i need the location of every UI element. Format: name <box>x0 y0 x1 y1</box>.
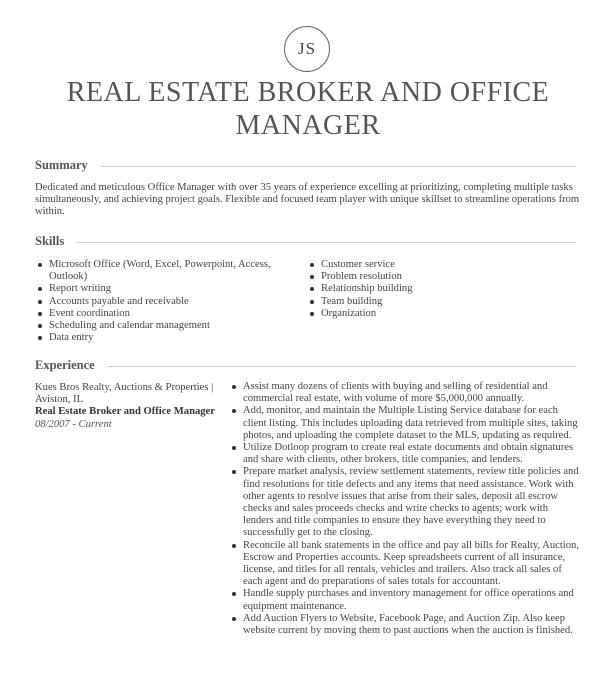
list-item: Team building <box>307 296 567 308</box>
page-title: REAL ESTATE BROKER AND OFFICE MANAGER <box>66 77 550 141</box>
list-item: Reconcile all bank statements in the office and pay all bills for Realty, Auction, Escrow and Properties accounts. Keep spreadsheets current of all insurance, license, and titles for all rentals, vehicles and trailers. Also track all sales of each agent and do preparations of sales totals for accountant. <box>229 540 581 589</box>
list-item: Handle supply purchases and inventory management for office operations and equipment maintenance. <box>229 588 581 612</box>
skills-heading: Skills <box>35 234 65 248</box>
experience-divider <box>107 366 576 367</box>
list-item: Report writing <box>35 283 300 295</box>
skills-list-right <box>307 259 567 320</box>
experience-section-header <box>35 358 576 373</box>
list-item: Prepare market analysis, review settlement statements, review title policies and find resolutions for title defects and any items that need assistance. Work with other agents to resolve issues that arise from their sales, deposit all escrow checks and sales proceeds checks and write checks to agents; work with lenders and title companies to ensure they have everything they need to successfully get to the closing. <box>229 466 581 539</box>
job-meta <box>35 382 225 431</box>
job-duties-list <box>229 381 581 637</box>
summary-heading: Summary <box>35 158 88 172</box>
list-item: Microsoft Office (Word, Excel, Powerpoint, Access, Outlook) <box>35 259 300 283</box>
list-item: Data entry <box>35 332 300 344</box>
list-item: Add Auction Flyers to Website, Facebook Page, and Auction Zip. Also keep website current by moving them to past auctions when the auction is finished. <box>229 613 581 637</box>
list-item: Utilize Dotloop program to create real estate documents and obtain signatures and share with clients, other brokers, title companies, and lenders. <box>229 442 581 466</box>
list-item: Customer service <box>307 259 567 271</box>
list-item: Add, monitor, and maintain the Multiple Listing Service database for each client listing. This includes uploading data retrieved from multiple sites, taking photos, and uploading the complete dataset to the MLS, updating as required. <box>229 405 581 442</box>
job-dates: 08/2007 - Current <box>35 418 112 430</box>
list-item: Assist many dozens of clients with buying and selling of residential and commercial real estate, with volume of more $5,000,000 annually. <box>229 381 581 405</box>
summary-text: Dedicated and meticulous Office Manager with over 35 years of experience excelling at prioritizing, completing multiple tasks simultaneously, and achieving project goals. Flexible and focused team player with unique skillset to streamline operations from within. <box>35 182 580 218</box>
skills-section-header <box>35 234 576 249</box>
list-item: Organization <box>307 308 567 320</box>
job-title: Real Estate Broker and Office Manager <box>35 406 215 418</box>
company-location: Kues Bros Realty, Auctions & Properties | Aviston, IL <box>35 382 214 406</box>
skills-list-left <box>35 259 300 344</box>
list-item: Accounts payable and receivable <box>35 296 300 308</box>
initials-text: JS <box>297 39 317 58</box>
list-item: Scheduling and calendar management <box>35 320 300 332</box>
experience-heading: Experience <box>35 358 95 372</box>
summary-divider <box>100 166 576 167</box>
list-item: Relationship building <box>307 283 567 295</box>
skills-divider <box>76 242 576 243</box>
list-item: Event coordination <box>35 308 300 320</box>
summary-section-header <box>35 158 576 173</box>
initials-monogram <box>284 26 330 72</box>
list-item: Problem resolution <box>307 271 567 283</box>
